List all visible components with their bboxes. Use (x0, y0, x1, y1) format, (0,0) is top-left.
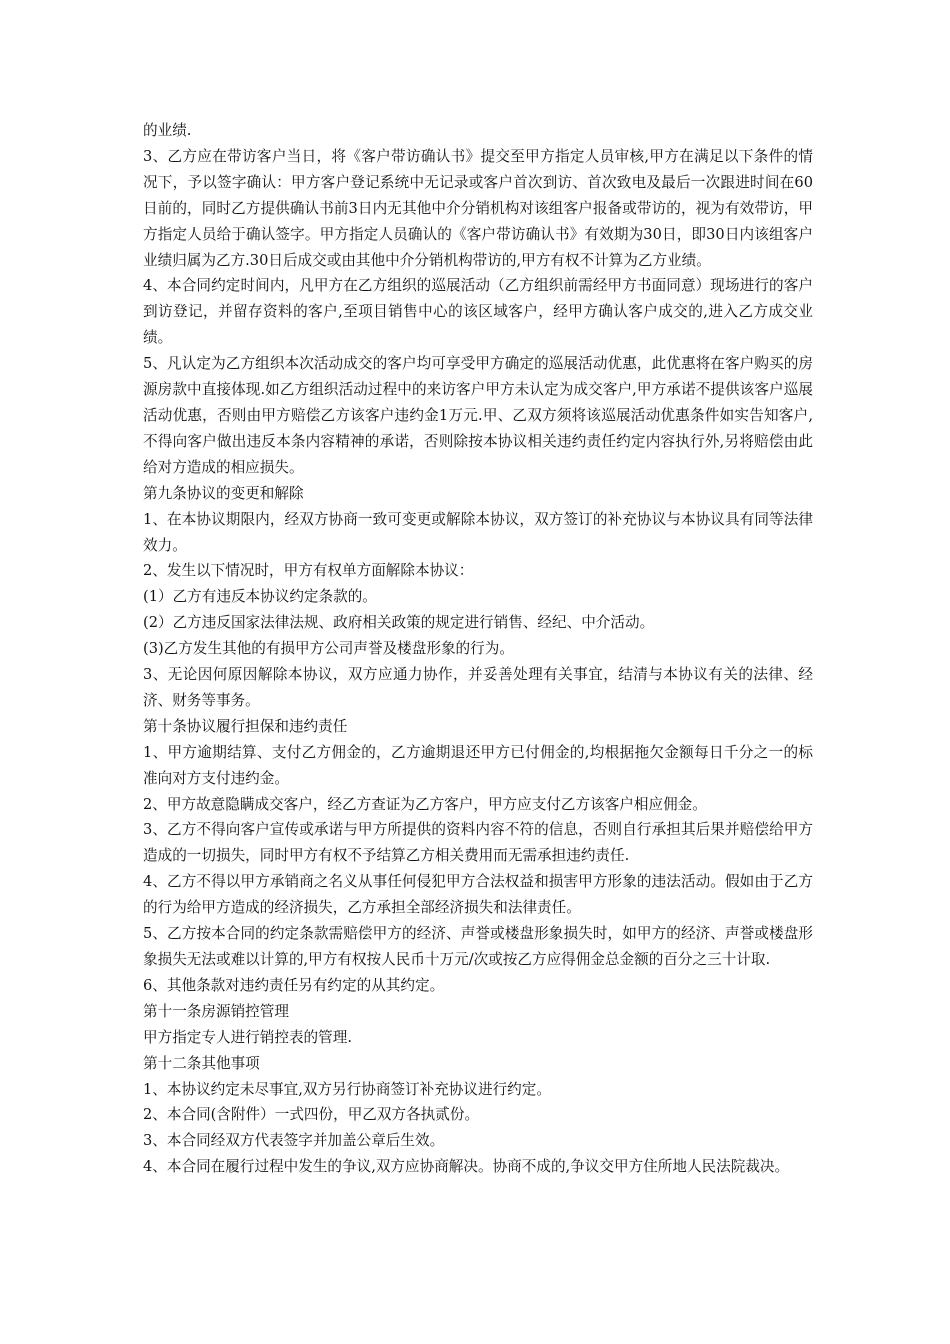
section-heading: 第十条协议履行担保和违约责任 (143, 717, 348, 735)
section-heading: 第十一条房源销控管理 (143, 1002, 289, 1020)
paragraph: 2、本合同(含附件）一式四份，甲乙双方各执贰份。 (143, 1106, 480, 1124)
paragraph: 甲方指定专人进行销控表的管理. (143, 1028, 352, 1046)
paragraph: (1）乙方有违反本协议约定条款的。 (143, 588, 377, 606)
paragraph: 的业绩. (143, 122, 192, 139)
paragraph: 1、在本协议期限内，经双方协商一致可变更或解除本协议，双方签订的补充协议与本协议具有同等法律效力。 (143, 510, 813, 554)
paragraph: 5、乙方按本合同的约定条款需赔偿甲方的经济、声誉或楼盘形象损失时，如甲方的经济、声誉或楼盘形象损失无法或难以计算的,甲方有权按人民币十万元/次或按乙方应得佣金总金额的百分之三十计取. (143, 925, 813, 968)
paragraph: 4、本合同在履行过程中发生的争议,双方应协商解决。协商不成的,争议交甲方住所地人民法院裁决。 (143, 1158, 790, 1176)
paragraph: 3、乙方应在带访客户当日，将《客户带访确认书》提交至甲方指定人员审核,甲方在满足以下条件的情况下，予以签字确认：甲方客户登记系统中无记录或客户首次到访、首次致电及最后一次跟进时间在60日前的，同时乙方提供确认书前3日内无其他中介分销机构对该组客户报备或带访的，视为有效带访，甲方指定人员给于确认签字。甲方指定人员确认的《客户带访确认书》有效期为30日，即30日内该组客户业绩归属为乙方.30日后成交或由其他中介分销机构带访的,甲方有权不计算为乙方业绩。 (143, 147, 813, 269)
paragraph: (3)乙方发生其他的有损甲方公司声誉及楼盘形象的行为。 (143, 640, 514, 658)
paragraph: 4、本合同约定时间内，凡甲方在乙方组织的巡展活动（乙方组织前需经甲方书面同意）现场进行的客户到访登记，并留存资料的客户,至项目销售中心的该区域客户，经甲方确认客户成交的,进入乙方成交业绩。 (143, 277, 813, 347)
paragraph: 6、其他条款对违约责任另有约定的从其约定。 (143, 976, 445, 994)
paragraph: 2、发生以下情况时，甲方有权单方面解除本协议： (143, 562, 474, 580)
paragraph: 3、本合同经双方代表签字并加盖公章后生效。 (143, 1132, 445, 1150)
paragraph: 2、甲方故意隐瞒成交客户，经乙方查证为乙方客户，甲方应支付乙方该客户相应佣金。 (143, 795, 707, 813)
paragraph: 3、无论因何原因解除本协议，双方应通力协作，并妥善处理有关事宜，结清与本协议有关的法律、经济、财务等事务。 (143, 666, 813, 709)
paragraph: 5、凡认定为乙方组织本次活动成交的客户均可享受甲方确定的巡展活动优惠，此优惠将在客户购买的房源房款中直接体现.如乙方组织活动过程中的来访客户甲方未认定为成交客户,甲方承诺不提供该客户巡展活动优惠，否则由甲方赔偿乙方该客户违约金1万元.甲、乙双方须将该巡展活动优惠条件如实告知客户,不得向客户做出违反本条内容精神的承诺，否则除按本协议相关违约责任约定内容执行外,另将赔偿由此给对方造成的相应损失。 (143, 355, 813, 476)
paragraph: (2）乙方违反国家法律法规、政府相关政策的规定进行销售、经纪、中介活动。 (143, 614, 655, 632)
section-heading: 第九条协议的变更和解除 (143, 484, 304, 502)
document-body (143, 118, 813, 1180)
paragraph: 1、甲方逾期结算、支付乙方佣金的，乙方逾期退还甲方已付佣金的,均根据拖欠金额每日千分之一的标准向对方支付违约金。 (143, 743, 813, 787)
paragraph: 1、本协议约定未尽事宜,双方另行协商签订补充协议进行约定。 (143, 1080, 551, 1098)
paragraph: 3、乙方不得向客户宣传或承诺与甲方所提供的资料内容不符的信息，否则自行承担其后果并赔偿给甲方造成的一切损失，同时甲方有权不予结算乙方相关费用而无需承担违约责任. (143, 821, 813, 865)
section-heading: 第十二条其他事项 (143, 1054, 260, 1072)
paragraph: 4、乙方不得以甲方承销商之名义从事任何侵犯甲方合法权益和损害甲方形象的违法活动。假如由于乙方的行为给甲方造成的经济损失，乙方承担全部经济损失和法律责任。 (143, 873, 813, 917)
